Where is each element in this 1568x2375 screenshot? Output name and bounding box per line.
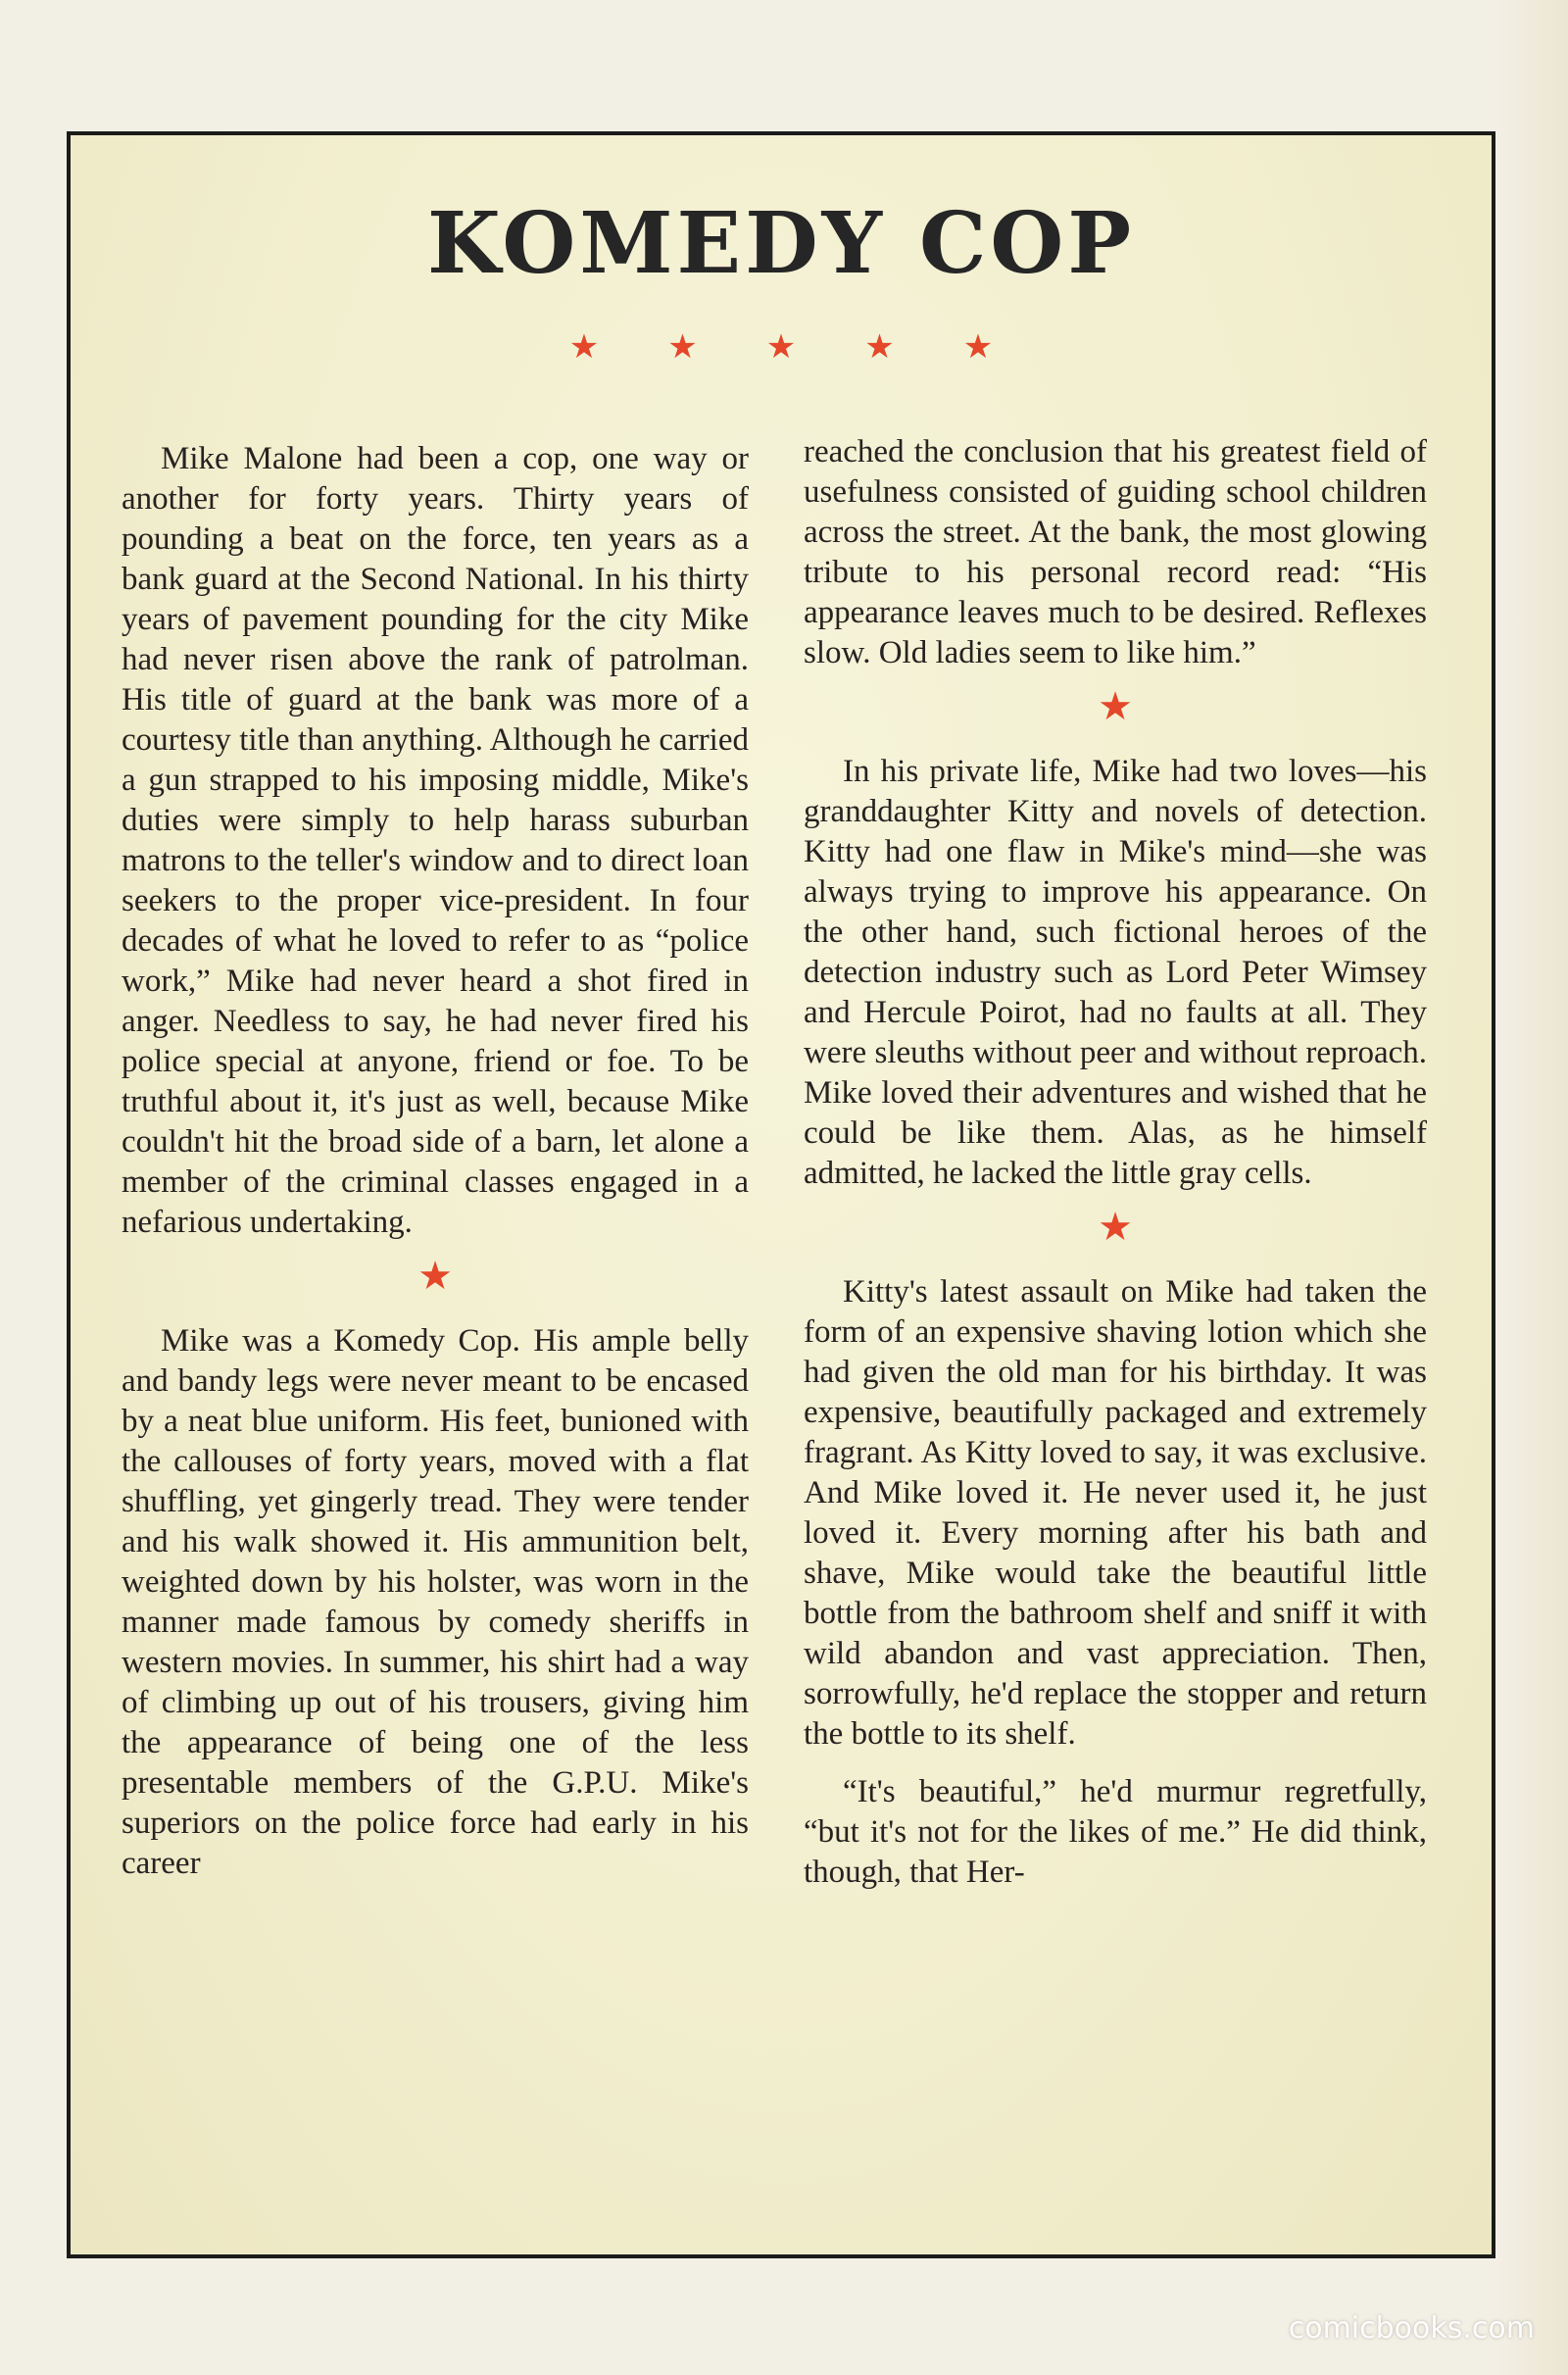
page-edge (1499, 0, 1568, 2375)
paragraph: Mike was a Komedy Cop. His ample belly and bandy legs were never meant to be encased by a neat blue uniform. His feet, bunioned with the callouses of forty years, moved with a flat shuffling, yet gingerly tread. They were tender and his walk showed it. His ammunition belt, weighted down by his holster, was worn in the manner made famous by comedy sheriffs in western movies. In summer, his shirt had a way of climbing up out of his trousers, giving him the appearance of being one of the less presentable members of the G.P.U. Mike's superiors on the police force had early in his career (122, 1323, 749, 1881)
star-icon: ★ (568, 329, 600, 366)
star-separator-icon: ★ (417, 1254, 453, 1298)
paragraph: Kitty's latest assault on Mike had taken the form of an expensive shaving lotion which she had given the old man for his birthday. It was expensive, beautifully packaged and extremely fragrant. As Kitty loved to say, it was exclusive. And Mike loved it. He never used it, he just loved it. Every morning after his bath and shave, Mike would take the beautiful little bottle from the bathroom shelf and sniff it with wild abandon and vast appreciation. Then, sorrowfully, he'd replace the stopper and return the bottle to its shelf. (804, 1274, 1427, 1752)
star-separator-icon: ★ (1098, 684, 1133, 728)
paragraph: reached the conclusion that his greatest field of usefulness consisted of guiding school children across the street. At the bank, the most glowing tribute to his personal record read: “His appearance leaves much to be desired. Reflexes slow. Old ladies seem to like him.” (804, 434, 1427, 670)
paragraph: In his private life, Mike had two loves—his granddaughter Kitty and novels of detection. Kitty had one flaw in Mike's mind—she was always trying to improve his appearance. On the other hand, such fictional heroes of the detection industry such as Lord Peter Wimsey and Hercule Poirot, had no faults at all. They were sleuths without peer and without reproach. Mike loved their adventures and wished that he could be like them. Alas, as he himself admitted, he lacked the little gray cells. (804, 754, 1427, 1191)
paragraph: “It's beautiful,” he'd murmur regretfully, “but it's not for the likes of me.” He did think, though, that Her- (804, 1774, 1427, 1890)
right-column (804, 432, 1427, 1893)
star-icon: ★ (667, 329, 698, 366)
title-ornament (71, 331, 1492, 365)
left-column (122, 439, 749, 1884)
star-icon: ★ (765, 329, 797, 366)
watermark: comicbooks.com (1288, 2311, 1535, 2346)
star-separator-icon: ★ (1098, 1205, 1133, 1249)
story-frame (67, 131, 1495, 2258)
star-icon: ★ (962, 329, 994, 366)
star-icon: ★ (864, 329, 895, 366)
story-title: KOMEDY COP (426, 194, 1136, 293)
paragraph: Mike Malone had been a cop, one way or another for forty years. Thirty years of pounding a beat on the force, ten years as a bank guard at the Second National. In his thirty years of pavement pounding for the city Mike had never risen above the rank of patrolman. His title of guard at the bank was more of a courtesy title than anything. Although he carried a gun strapped to his imposing middle, Mike's duties were simply to help harass suburban matrons to the teller's window and to direct loan seekers to the proper vice-president. In four decades of what he loved to refer to as “police work,” Mike had never heard a shot fired in anger. Needless to say, he had never fired his police special at anyone, friend or foe. To be truthful about it, it's just as well, because Mike couldn't hit the broad side of a barn, let alone a member of the criminal classes engaged in a nefarious undertaking. (122, 441, 749, 1240)
